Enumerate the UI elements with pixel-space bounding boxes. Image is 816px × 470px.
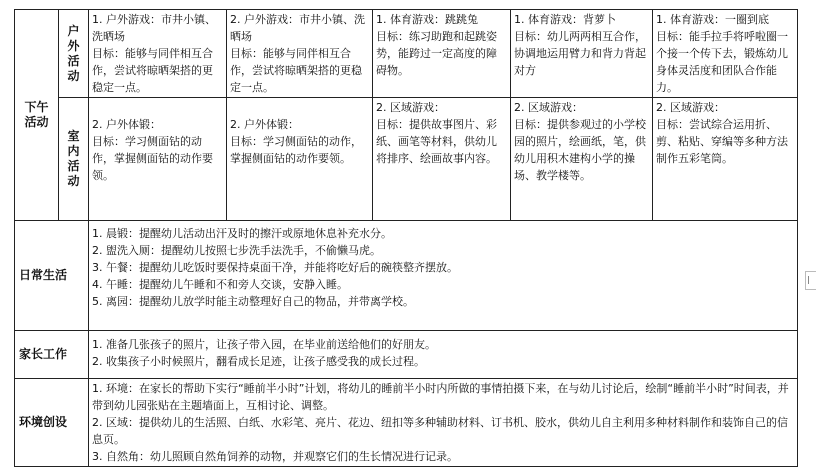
afternoon-indoor-row (15, 98, 798, 221)
outdoor-cell-4: 1. 体育游戏：背萝卜 目标：幼儿两两相互合作，协调地运用臂力和背力背起对方 (511, 10, 653, 98)
outdoor-cell-1: 1. 户外游戏：市井小镇、洗晒场 目标：能够与同伴相互合作，尝试将晾晒架搭的更稳定一点。 (89, 10, 227, 98)
environment-item: 3. 自然角：幼儿照顾自然角饲养的动物，并观察它们的生长情况进行记录。 (92, 450, 458, 463)
environment-content (89, 379, 798, 467)
environment-item: 2. 区域：提供幼儿的生活照、白纸、水彩笔、亮片、花边、纽扣等多种辅助材料、订书机、胶水，供幼儿自主利用多种材料制作和装饰自己的信息页。 (92, 416, 788, 446)
afternoon-outdoor-row (15, 10, 798, 98)
parent-work-content (89, 331, 798, 379)
parent-work-header: 家长工作 (15, 331, 89, 379)
outdoor-activity-header: 户 外 活 动 (59, 10, 89, 98)
outdoor-cell-5: 1. 体育游戏：一圈到底 目标：能手拉手将呼啦圈一个接一个传下去，锻炼幼儿身体灵活度和团队合作能力。 (653, 10, 798, 98)
daily-life-item: 1. 晨锻：提醒幼儿活动出汗及时的擦汗或原地休息补充水分。 (92, 227, 392, 240)
afternoon-activity-header: 下午 活动 (15, 10, 59, 221)
daily-life-row (15, 221, 798, 331)
parent-work-row (15, 331, 798, 379)
side-scroll-handle[interactable] (805, 271, 816, 290)
environment-header: 环境创设 (15, 379, 89, 467)
environment-item: 1. 环境：在家长的帮助下实行“睡前半小时”计划，将幼儿的睡前半小时内所做的事情拍摄下来，在与幼儿讨论后，绘制“睡前半小时”时间表，并带到幼儿园张贴在主题墙面上，互相讨论、调整。 (92, 382, 789, 412)
daily-life-item: 3. 午餐：提醒幼儿吃饭时要保持桌面干净，并能将吃好后的碗筷整齐摆放。 (92, 261, 458, 274)
indoor-cell-4: 2. 区域游戏： 目标：提供参观过的小学校园的照片，绘画纸，笔，供幼儿用积木建构小学的操场、教学楼等。 (511, 98, 653, 221)
daily-life-header: 日常生活 (15, 221, 89, 331)
environment-row (15, 379, 798, 467)
indoor-cell-2: 2. 户外体锻： 目标：学习侧面钻的动作，掌握侧面钻的动作要领。 (227, 98, 373, 221)
indoor-activity-header: 室 内 活 动 (59, 98, 89, 221)
daily-life-content (89, 221, 798, 331)
daily-life-item: 2. 盥洗入厕：提醒幼儿按照七步洗手法洗手，不偷懒马虎。 (92, 244, 381, 257)
daily-life-item: 4. 午睡：提醒幼儿午睡和不和旁人交谈，安静入睡。 (92, 278, 348, 291)
parent-work-item: 1. 准备几张孩子的照片，让孩子带入园，在毕业前送给他们的好朋友。 (92, 338, 436, 351)
daily-life-item: 5. 离园：提醒幼儿放学时能主动整理好自己的物品，并带离学校。 (92, 295, 414, 308)
activity-plan-table (14, 9, 798, 467)
indoor-cell-1: 2. 户外体锻： 目标：学习侧面钻的动作，掌握侧面钻的动作要领。 (89, 98, 227, 221)
outdoor-cell-3: 1. 体育游戏：跳跳兔 目标：练习助跑和起跳姿势，能跨过一定高度的障碍物。 (373, 10, 511, 98)
parent-work-item: 2. 收集孩子小时候照片，翻看成长足迹，让孩子感受我的成长过程。 (92, 355, 425, 368)
indoor-cell-5: 2. 区域游戏： 目标：尝试综合运用折、剪、粘贴、穿编等多种方法制作五彩笔筒。 (653, 98, 798, 221)
indoor-cell-3: 2. 区域游戏： 目标：提供故事图片、彩纸、画笔等材料，供幼儿将排序、绘画故事内容。 (373, 98, 511, 221)
outdoor-cell-2: 2. 户外游戏：市井小镇、洗晒场 目标：能够与同伴相互合作，尝试将晾晒架搭的更稳定一点。 (227, 10, 373, 98)
